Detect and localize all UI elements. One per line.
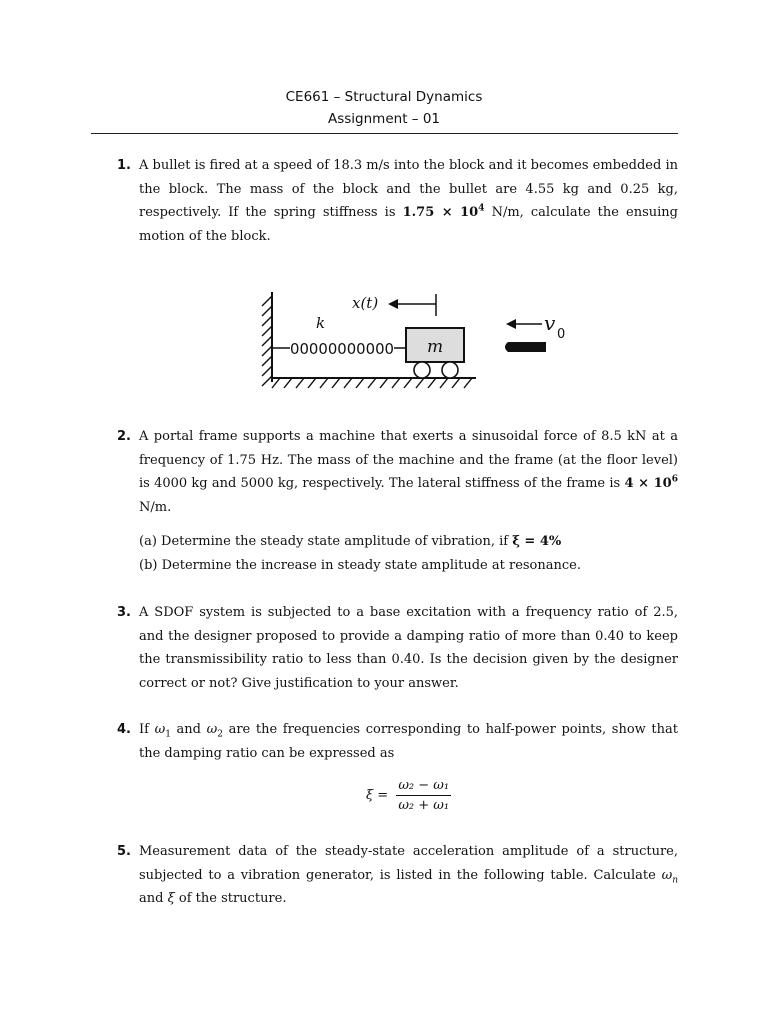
header-divider (91, 133, 678, 134)
part-b: (b) Determine the increase in steady state amplitude at resonance. (139, 557, 581, 573)
x-t-label: x(t) (352, 294, 379, 312)
part-a: (a) Determine the steady state amplitude of vibration, if ξ = 4% (139, 533, 562, 549)
damping-formula (366, 778, 451, 813)
formula-denominator: ω₂ + ω₁ (398, 798, 450, 813)
question-4 (117, 718, 678, 765)
page-header (0, 86, 768, 130)
formula-fraction (396, 778, 451, 813)
ground-hatching (272, 378, 472, 388)
question-parts (139, 530, 678, 577)
question-number: 5. (117, 844, 131, 859)
bullet (505, 342, 546, 352)
question-number: 3. (117, 605, 131, 620)
question-text: A bullet is fired at a speed of 18.3 m/s into the block and it becomes embedded in the block. The mass of the block and the bullet are 4.55 kg and 0.25 kg, respectively. If the spring stiffness is $1.75 \times 10^4$ N/m, calculate the ensuing motion of the block. (139, 158, 678, 245)
figure-svg (236, 272, 578, 402)
question-text: A SDOF system is subjected to a base excitation with a frequency ratio of 2.5, and the designer proposed to provide a damping ratio of more than 0.40 to keep the transmissibility ratio to less than 0.40. Is the decision given by the designer correct or not? Give justification to your answer. (139, 605, 678, 692)
question-number: 1. (117, 158, 131, 173)
formula-lhs: ξ = (366, 788, 389, 803)
k-label: k (316, 314, 326, 332)
question-number: 4. (117, 722, 131, 737)
wall-hatching (262, 296, 272, 386)
v-label: v (544, 311, 556, 335)
question-2 (117, 425, 678, 577)
wheel-right (442, 362, 458, 378)
question-5 (117, 840, 678, 911)
mass-spring-figure (236, 272, 578, 402)
question-number: 2. (117, 429, 131, 444)
displacement-arrowhead (388, 299, 398, 309)
course-title: CE661 – Structural Dynamics (285, 89, 483, 105)
question-text: A portal frame supports a machine that exerts a sinusoidal force of 8.5 kN at a frequency of 1.75 Hz. The mass of the machine and the frame (at the floor level) is 4000 kg and 5000 kg, respectively. The lateral stiffness of the frame is $4 \times 10^6$ N/m. (139, 429, 678, 516)
v-subscript: 0 (557, 327, 566, 342)
wheel-left (414, 362, 430, 378)
formula-numerator: ω₂ − ω₁ (396, 778, 451, 796)
mass-label: m (427, 337, 444, 357)
question-1 (117, 154, 678, 249)
question-text: Measurement data of the steady-state acceleration amplitude of a structure, subjected to a vibration generator, is listed in the following table. Calculate $\omega_n$ and ξ of the structure. (139, 844, 678, 907)
question-text: If $\omega_1$ and $\omega_2$ are the frequencies corresponding to half-power points, show that the damping ratio can be expressed as (139, 722, 678, 761)
assignment-title: Assignment – 01 (328, 111, 440, 127)
spring-coils: 00000000000 (290, 340, 394, 358)
question-3 (117, 601, 678, 696)
velocity-arrowhead (506, 319, 516, 329)
